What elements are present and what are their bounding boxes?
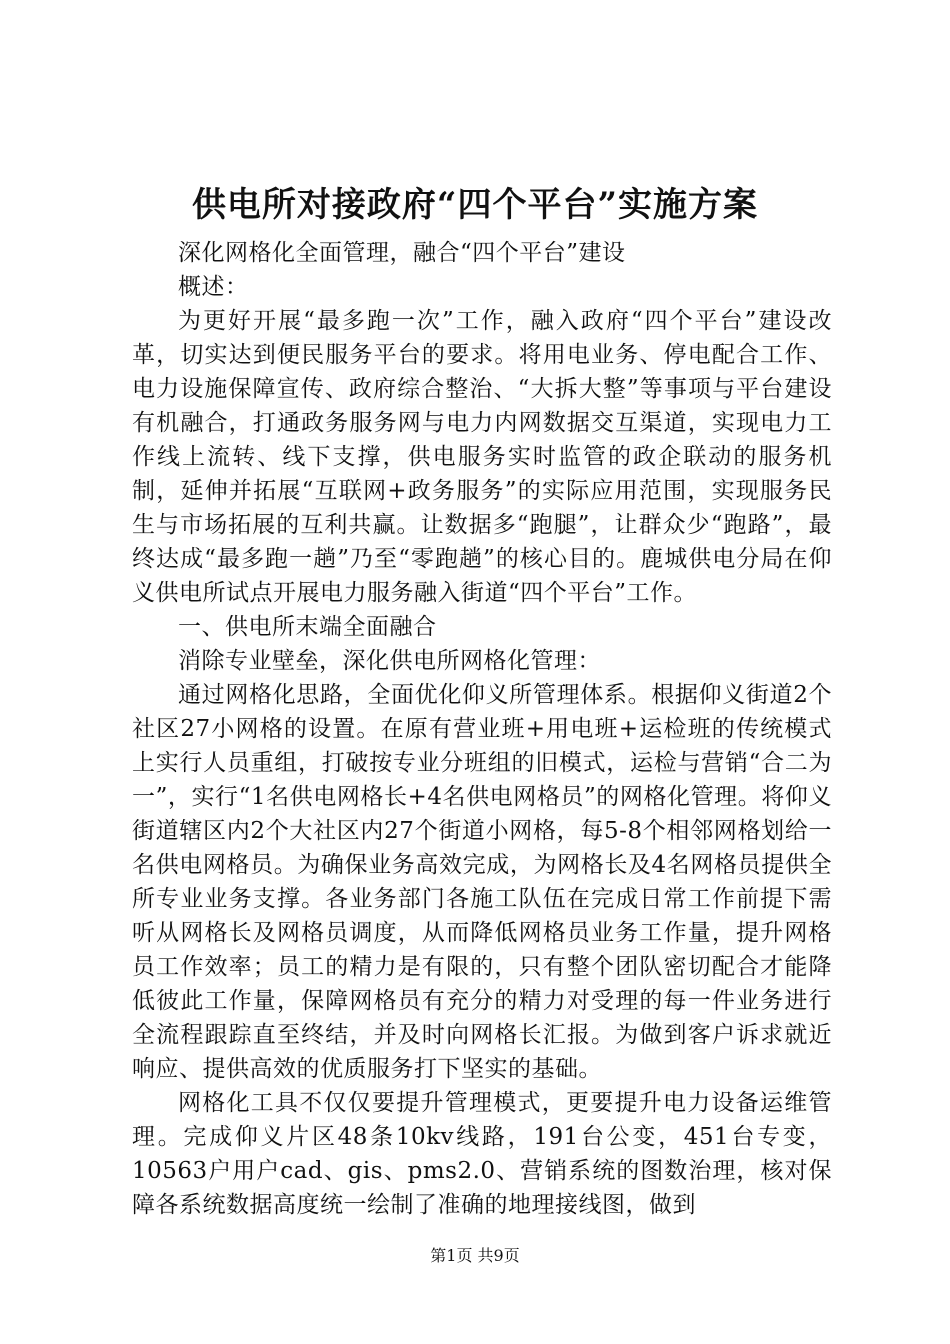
document-body [132, 236, 832, 1222]
subsection-heading: 消除专业壁垒，深化供电所网格化管理： [178, 648, 601, 674]
document-title: 供电所对接政府“四个平台”实施方案 [191, 185, 759, 225]
grid-tools-paragraph: 网格化工具不仅仅要提升管理模式，更要提升电力设备运维管理。完成仰义片区48条10kv线路，191台公变，451台专变，10563户用户cad、gis、pms2.0、营销系统的图数治理，核对保障各系统数据高度统一绘制了准确的地理接线图，做到 [132, 1090, 832, 1218]
overview-paragraph: 为更好开展“最多跑一次”工作，融入政府“四个平台”建设改革，切实达到便民服务平台的要求。将用电业务、停电配合工作、电力设施保障宣传、政府综合整治、“大拆大整”等事项与平台建设有机融合，打通政务服务网与电力内网数据交互渠道，实现电力工作线上流转、线下支撑，供电服务实时监管的政企联动的服务机制，延伸并拓展“互联网+政务服务”的实际应用范围，实现服务民生与市场拓展的互利共赢。让数据多“跑腿”，让群众少“跑路”，最终达成“最多跑一趟”乃至“零跑趟”的核心目的。鹿城供电分局在仰义供电所试点开展电力服务融入街道“四个平台”工作。 [132, 308, 832, 606]
grid-management-paragraph: 通过网格化思路，全面优化仰义所管理体系。根据仰义街道2个社区27小网格的设置。在原有营业班+用电班+运检班的传统模式上实行人员重组，打破按专业分班组的旧模式，运检与营销“合二为一”，实行“1名供电网格长+4名供电网格员”的网格化管理。将仰义街道辖区内2个大社区内27个街道小网格，每5-8个相邻网格划给一名供电网格员。为确保业务高效完成，为网格长及4名网格员提供全所专业业务支撑。各业务部门各施工队伍在完成日常工作前提下需听从网格长及网格员调度，从而降低网格员业务工作量，提升网格员工作效率；员工的精力是有限的，只有整个团队密切配合才能降低彼此工作量，保障网格员有充分的精力对受理的每一件业务进行全流程跟踪直至终结，并及时向网格长汇报。为做到客户诉求就近响应、提供高效的优质服务打下坚实的基础。 [132, 682, 832, 1082]
subtitle-paragraph: 深化网格化全面管理，融合“四个平台”建设 [178, 240, 626, 266]
section-heading: 一、供电所末端全面融合 [178, 614, 437, 640]
page-number-footer: 第1页 共9页 [430, 1246, 520, 1265]
overview-heading: 概述： [178, 274, 249, 300]
